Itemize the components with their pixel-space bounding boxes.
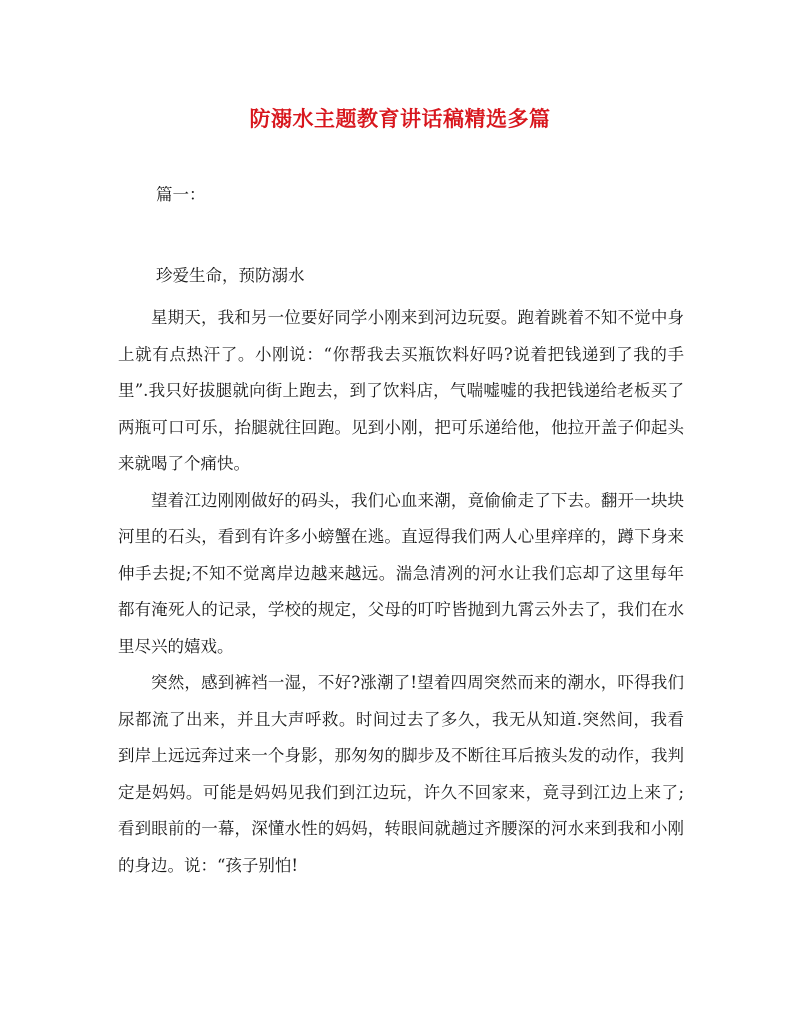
paragraph: 星期天，我和另一位要好同学小刚来到河边玩耍。跑着跳着不知不觉中身上就有点热汗了。小刚说：“你帮我去买瓶饮料好吗?说着把钱递到了我的手里”.我只好拔腿就向街上跑去，到了饮料店，气喘嘘嘘的我把钱递给老板买了两瓶可口可乐，抬腿就往回跑。见到小刚，把可乐递给他，他拉开盖子仰起头来就喝了个痛快。 xyxy=(118,308,684,473)
paragraph: 突然，感到裤裆一湿，不好?涨潮了!望着四周突然而来的潮水，吓得我们尿都流了出来，并且大声呼救。时间过去了多久，我无从知道.突然间，我看到岸上远远奔过来一个身影，那匆匆的脚步及不断往耳后掖头发的动作，我判定是妈妈。可能是妈妈见我们到江边玩，许久不回家来，竟寻到江边上来了;看到眼前的一幕，深懂水性的妈妈，转眼间就趟过齐腰深的河水来到我和小刚的身边。说：“孩子别怕! xyxy=(118,673,684,875)
essay-subtitle: 珍爱生命，预防溺水 xyxy=(156,266,305,285)
paragraph: 望着江边刚刚做好的码头，我们心血来潮，竟偷偷走了下去。翻开一块块河里的石头，看到有许多小螃蟹在逃。直逗得我们两人心里痒痒的，蹲下身来伸手去捉;不知不觉离岸边越来越远。湍急清冽的河水让我们忘却了这里每年都有淹死人的记录，学校的规定，父母的叮咛皆抛到九霄云外去了，我们在水里尽兴的嬉戏。 xyxy=(118,490,684,656)
document-title: 防溺水主题教育讲话稿精选多篇 xyxy=(249,106,551,131)
essay-body xyxy=(118,300,684,884)
section-label: 篇一： xyxy=(156,185,206,204)
